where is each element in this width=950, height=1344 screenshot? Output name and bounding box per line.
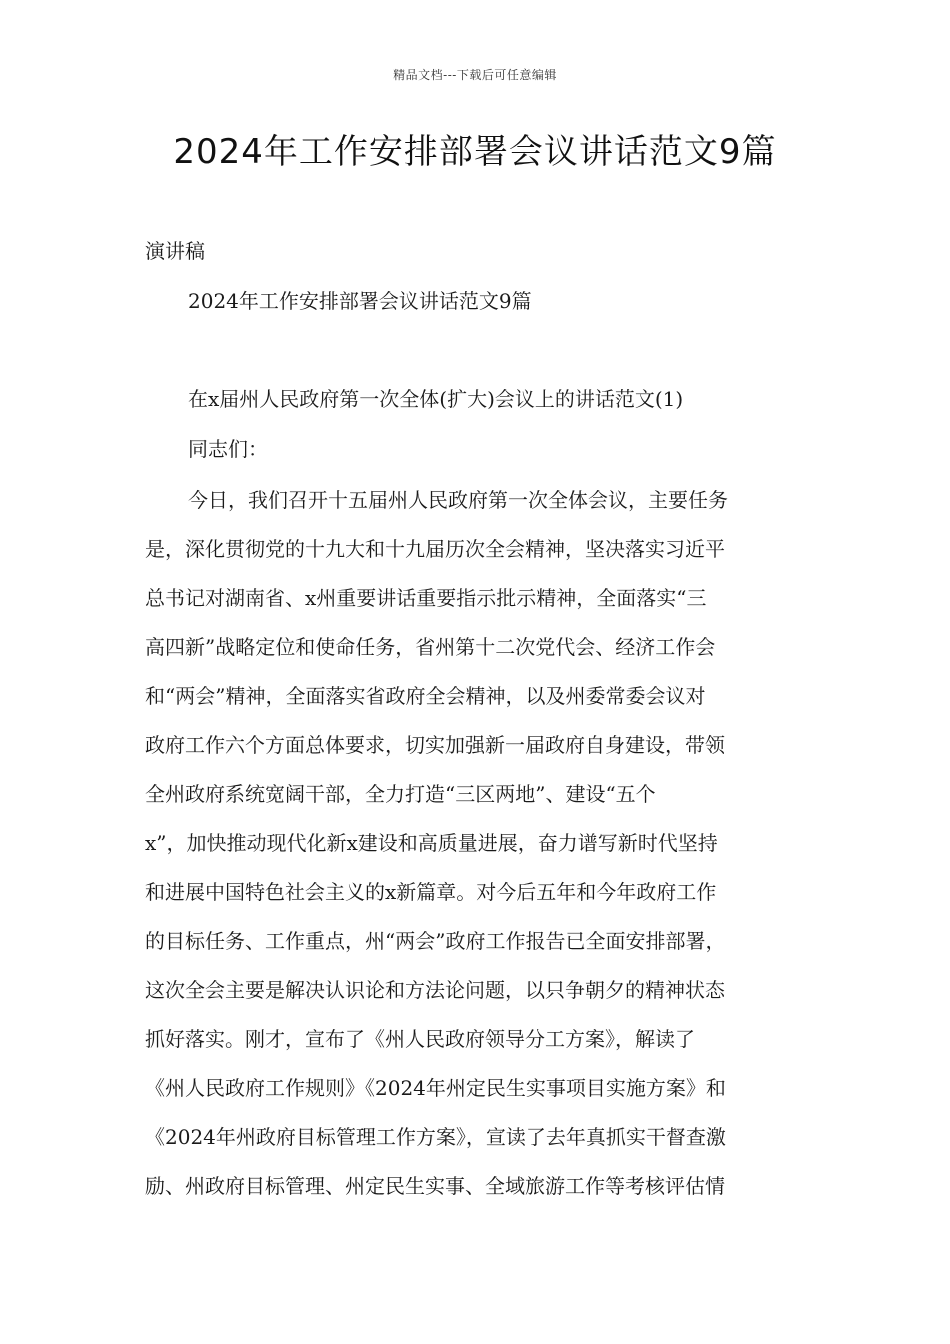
body-line: 和“两会”精神，全面落实省政府全会精神，以及州委常委会议对 bbox=[145, 684, 706, 708]
body-line: 这次全会主要是解决认识论和方法论问题，以只争朝夕的精神状态 bbox=[145, 978, 725, 1002]
body-line: 政府工作六个方面总体要求，切实加强新一届政府自身建设，带领 bbox=[145, 733, 725, 757]
body-line: 的目标任务、工作重点，州“两会”政府工作报告已全面安排部署， bbox=[145, 929, 726, 953]
header-note: 精品文档---下载后可任意编辑 bbox=[393, 68, 557, 82]
body-line: 是，深化贯彻党的十九大和十九届历次全会精神，坚决落实习近平 bbox=[145, 537, 725, 561]
document-title: 2024年工作安排部署会议讲话范文9篇 bbox=[173, 132, 777, 172]
body-line: x”，加快推动现代化新x建设和高质量进展，奋力谱写新时代坚持 bbox=[145, 831, 718, 855]
body-line: 全州政府系统宽阔干部，全力打造“三区两地”、建设“五个 bbox=[145, 782, 656, 806]
salutation: 同志们： bbox=[188, 437, 268, 461]
body-line: 抓好落实。刚才，宣布了《州人民政府领导分工方案》，解读了 bbox=[145, 1027, 695, 1051]
body-line: 《州人民政府工作规则》《2024年州定民生实事项目实施方案》和 bbox=[145, 1076, 726, 1100]
section-heading: 在x届州人民政府第一次全体(扩大)会议上的讲话范文(1) bbox=[188, 387, 684, 411]
body-line: 高四新”战略定位和使命任务，省州第十二次党代会、经济工作会 bbox=[145, 635, 716, 659]
body-line: 《2024年州政府目标管理工作方案》，宣读了去年真抓实干督查激 bbox=[145, 1125, 726, 1149]
document-category: 演讲稿 bbox=[145, 239, 205, 263]
body-paragraph bbox=[145, 484, 815, 1219]
body-line: 和进展中国特色社会主义的x新篇章。对今后五年和今年政府工作 bbox=[145, 880, 717, 904]
body-line: 今日，我们召开十五届州人民政府第一次全体会议，主要任务 bbox=[188, 488, 728, 512]
document-subtitle: 2024年工作安排部署会议讲话范文9篇 bbox=[188, 289, 532, 313]
body-line: 总书记对湖南省、x州重要讲话重要指示批示精神，全面落实“三 bbox=[145, 586, 707, 610]
body-line: 励、州政府目标管理、州定民生实事、全域旅游工作等考核评估情 bbox=[145, 1174, 725, 1198]
